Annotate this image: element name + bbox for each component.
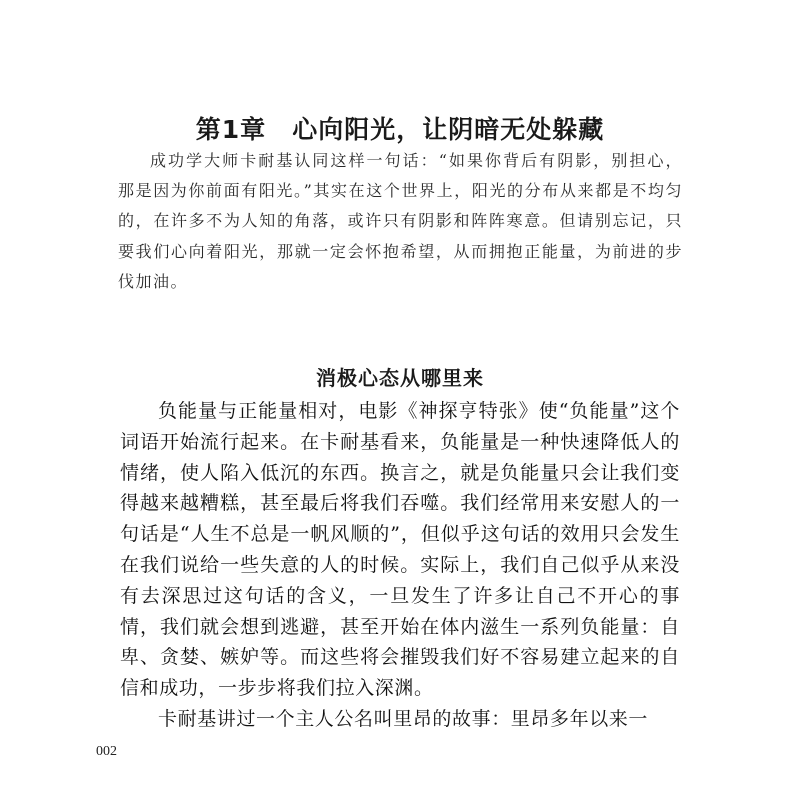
- chapter-heading: [120, 110, 680, 146]
- chapter-title: 心向阳光，让阴暗无处躲藏: [292, 114, 605, 144]
- intro-paragraph: 成功学大师卡耐基认同这样一句话：“如果你背后有阴影，别担心，那是因为你前面有阳光。”其实在这个世界上，阳光的分布从来都是不均匀的，在许多不为人知的角落，或许只有阴影和阵阵寒意。但请别忘记，只要我们心向着阳光，那就一定会怀抱希望，从而拥抱正能量，为前进的步伐加油。: [118, 151, 683, 291]
- body-paragraph: 负能量与正能量相对，电影《神探亨特张》使“负能量”这个词语开始流行起来。在卡耐基看来，负能量是一种快速降低人的情绪，使人陷入低沉的东西。换言之，就是负能量只会让我们变得越来越糟糕，甚至最后将我们吞噬。我们经常用来安慰人的一句话是“人生不总是一帆风顺的”，但似乎这句话的效用只会发生在我们说给一些失意的人的时候。实际上，我们自己似乎从来没有去深思过这句话的含义，一旦发生了许多让自己不开心的事情，我们就会想到逃避，甚至开始在体内滋生一系列负能量：自卑、贪婪、嫉妒等。而这些将会摧毁我们好不容易建立起来的自信和成功，一步步将我们拉入深渊。: [120, 400, 680, 700]
- chapter-intro: [118, 146, 683, 297]
- body-paragraph: 卡耐基讲过一个主人公名叫里昂的故事：里昂多年以来一: [158, 707, 649, 730]
- section-title: 消极心态从哪里来: [316, 365, 484, 390]
- section-body: [120, 396, 680, 735]
- page-number: 002: [96, 744, 117, 759]
- chapter-number: 第1章: [195, 114, 267, 144]
